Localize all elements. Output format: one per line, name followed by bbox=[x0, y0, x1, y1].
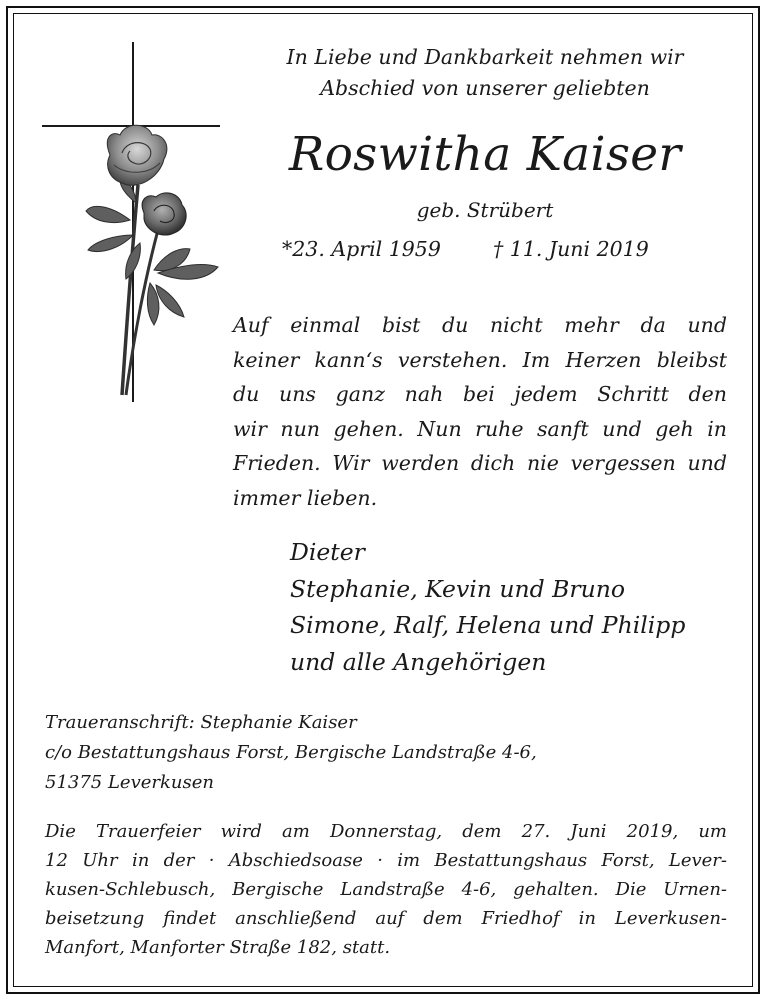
rose-bloom-upper bbox=[107, 125, 167, 185]
ceremony-line: Manfort, Manforter Straße 182, statt. bbox=[45, 937, 391, 958]
intro-line: Abschied von unserer geliebten bbox=[320, 76, 650, 100]
address-line: Traueranschrift: Stephanie Kaiser bbox=[45, 712, 357, 733]
memorial-poem bbox=[233, 308, 727, 515]
rose-bloom-lower bbox=[142, 193, 186, 235]
ceremony-line: beisetzung findet anschließend auf dem Friedhof in Leverkusen- bbox=[45, 908, 727, 929]
family-line: Dieter bbox=[290, 538, 365, 566]
family-signature bbox=[290, 534, 685, 680]
intro-line: In Liebe und Dankbarkeit nehmen wir bbox=[286, 45, 684, 69]
poem-line: wir nun gehen. Nun ruhe sanft und geh in bbox=[233, 416, 727, 441]
death-date: † 11. Juni 2019 bbox=[493, 237, 649, 261]
poem-line: keiner kann‘s verstehen. Im Herzen bleibst bbox=[233, 347, 727, 372]
ceremony-notice bbox=[45, 817, 727, 962]
cross-with-roses-icon bbox=[30, 35, 240, 415]
poem-line: du uns ganz nah bei jedem Schritt den bbox=[233, 382, 727, 406]
deceased-name: Roswitha Kaiser bbox=[288, 127, 682, 182]
poem-line: Frieden. Wir werden dich nie vergessen und bbox=[233, 451, 727, 475]
birth-date: *23. April 1959 bbox=[282, 237, 441, 261]
family-line: Stephanie, Kevin und Bruno bbox=[290, 574, 626, 603]
family-line: und alle Angehörigen bbox=[290, 647, 547, 676]
address-line: 51375 Leverkusen bbox=[45, 772, 214, 793]
address-line: c/o Bestattungshaus Forst, Bergische Landstraße 4-6, bbox=[45, 742, 537, 763]
poem-line: Auf einmal bist du nicht mehr da und bbox=[233, 313, 727, 337]
ceremony-line: kusen-Schlebusch, Bergische Landstraße 4-6, gehalten. Die Urnen- bbox=[45, 879, 727, 900]
ceremony-line: 12 Uhr in der · Abschiedsoase · im Bestattungshaus Forst, Lever- bbox=[45, 850, 727, 871]
birth-name: geb. Strübert bbox=[416, 198, 554, 222]
poem-line: immer lieben. bbox=[233, 485, 378, 510]
intro-text bbox=[250, 42, 720, 104]
ceremony-line: Die Trauerfeier wird am Donnerstag, dem 27. Juni 2019, um bbox=[45, 821, 727, 842]
family-line: Simone, Ralf, Helena und Philipp bbox=[290, 611, 686, 639]
mourning-address bbox=[45, 708, 537, 798]
